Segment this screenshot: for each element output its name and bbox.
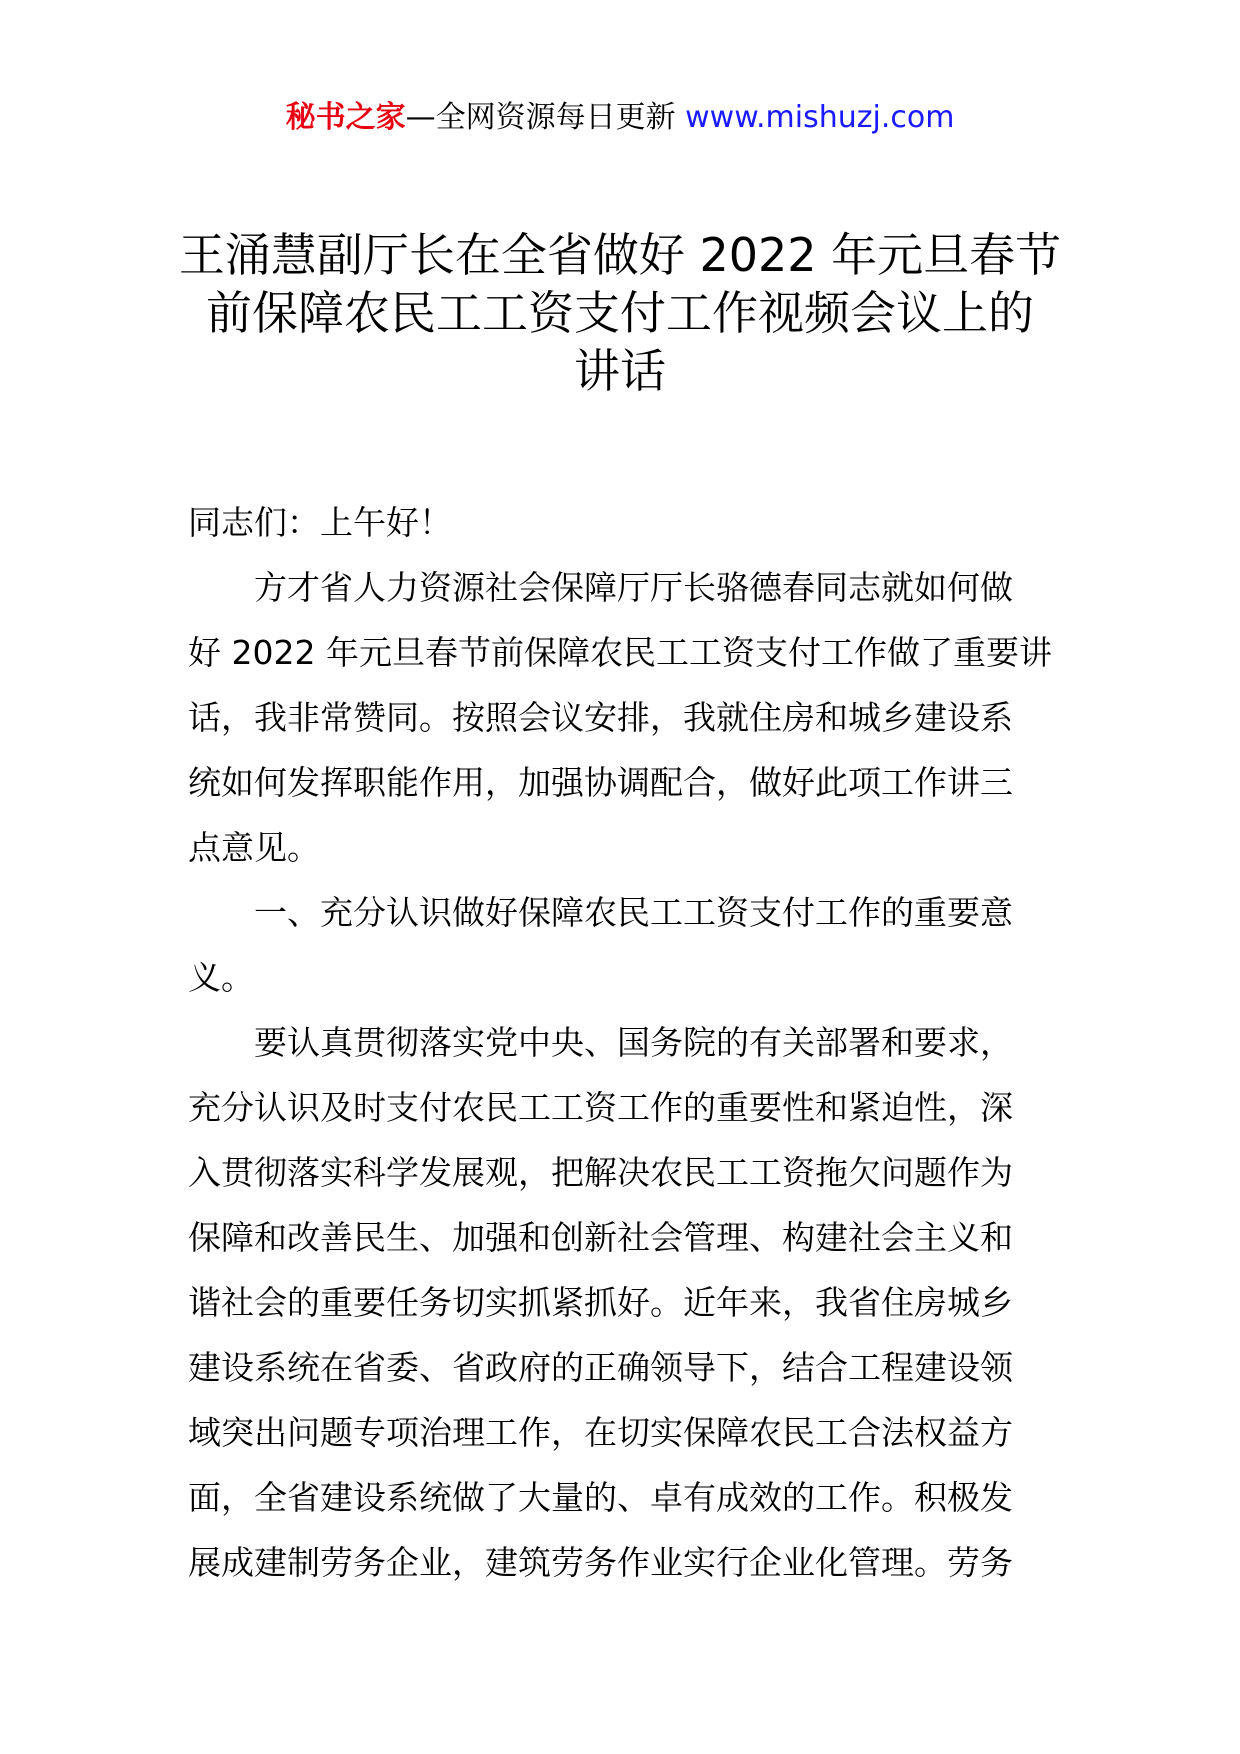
website-link[interactable]: www.mishuzj.com (685, 100, 955, 135)
body-line: 点意见。 (188, 828, 320, 867)
document-title (170, 226, 1070, 400)
brand-name: 秘书之家 (285, 100, 406, 135)
document-body (188, 490, 1056, 1595)
body-line: 方才省人力资源社会保障厅厅长骆德春同志就如何做 (254, 568, 1013, 607)
salutation: 同志们：上午好！ (188, 503, 452, 542)
body-line: 展成建制劳务企业，建筑劳务作业实行企业化管理。劳务 (188, 1543, 1013, 1582)
body-line: 域突出问题专项治理工作，在切实保障农民工合法权益方 (188, 1413, 1013, 1452)
body-line: 好 2022 年元旦春节前保障农民工工资支付工作做了重要讲 (188, 633, 1052, 672)
body-line: 要认真贯彻落实党中央、国务院的有关部署和要求， (254, 1023, 1013, 1062)
header-tagline: —全网资源每日更新 (405, 100, 676, 135)
body-line: 谐社会的重要任务切实抓紧抓好。近年来，我省住房城乡 (188, 1283, 1013, 1322)
body-line: 充分认识及时支付农民工工资工作的重要性和紧迫性，深 (188, 1088, 1013, 1127)
title-line: 前保障农民工工资支付工作视频会议上的 (206, 286, 1034, 340)
section-heading: 义。 (188, 958, 254, 997)
body-line: 建设系统在省委、省政府的正确领导下，结合工程建设领 (188, 1348, 1013, 1387)
section-heading: 一、充分认识做好保障农民工工资支付工作的重要意 (254, 893, 1013, 932)
body-line: 入贯彻落实科学发展观，把解决农民工工资拖欠问题作为 (188, 1153, 1013, 1192)
body-line: 话，我非常赞同。按照会议安排，我就住房和城乡建设系 (188, 698, 1013, 737)
title-line: 王涌慧副厅长在全省做好 2022 年元旦春节 (178, 228, 1062, 282)
title-line: 讲话 (574, 344, 666, 398)
site-header (0, 98, 1240, 138)
body-line: 统如何发挥职能作用，加强协调配合，做好此项工作讲三 (188, 763, 1013, 802)
body-line: 面，全省建设系统做了大量的、卓有成效的工作。积极发 (188, 1478, 1013, 1517)
body-line: 保障和改善民生、加强和创新社会管理、构建社会主义和 (188, 1218, 1013, 1257)
